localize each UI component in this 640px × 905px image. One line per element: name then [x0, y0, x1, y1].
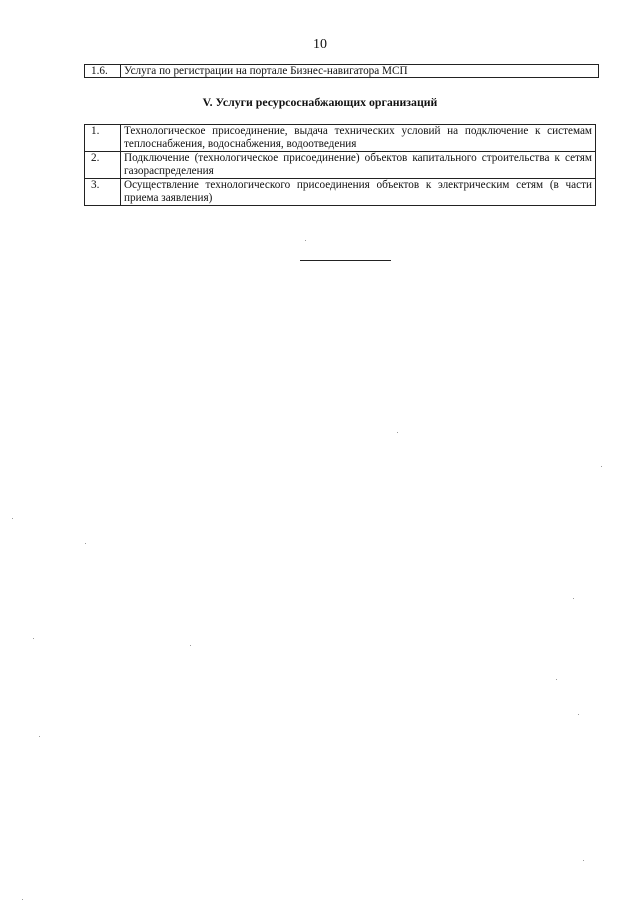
scan-speck — [85, 543, 86, 544]
scan-speck — [578, 714, 579, 715]
scan-speck — [305, 240, 306, 241]
scan-speck — [190, 645, 191, 646]
section-heading: V. Услуги ресурсоснабжающих организаций — [202, 95, 438, 109]
table-row — [85, 152, 596, 179]
row-number: 3. — [85, 179, 121, 206]
scan-speck — [397, 432, 398, 433]
table-row — [85, 65, 599, 78]
scan-speck — [33, 638, 34, 639]
scan-speck — [601, 466, 602, 467]
scan-speck — [556, 679, 557, 680]
end-separator-line — [300, 260, 391, 261]
row-text: Подключение (технологическое присоединение) объектов капитального строительства к сетям газораспределения — [121, 152, 596, 179]
row-text: Осуществление технологического присоединения объектов к электрическим сетям (в части приема заявления) — [121, 179, 596, 206]
page-number: 10 — [313, 37, 327, 52]
row-text: Услуга по регистрации на портале Бизнес-навигатора МСП — [121, 65, 599, 78]
resource-services-table — [84, 124, 596, 206]
row-number: 1.6. — [85, 65, 121, 78]
row-text: Технологическое присоединение, выдача технических условий на подключение к системам теплоснабжения, водоснабжения, водоотведения — [121, 125, 596, 152]
scan-speck — [583, 860, 584, 861]
scan-speck — [573, 598, 574, 599]
scan-speck — [12, 518, 13, 519]
scan-speck — [39, 736, 40, 737]
scan-speck — [22, 899, 23, 900]
row-number: 1. — [85, 125, 121, 152]
table-row — [85, 179, 596, 206]
table-row — [85, 125, 596, 152]
services-table-top — [84, 64, 599, 78]
row-number: 2. — [85, 152, 121, 179]
